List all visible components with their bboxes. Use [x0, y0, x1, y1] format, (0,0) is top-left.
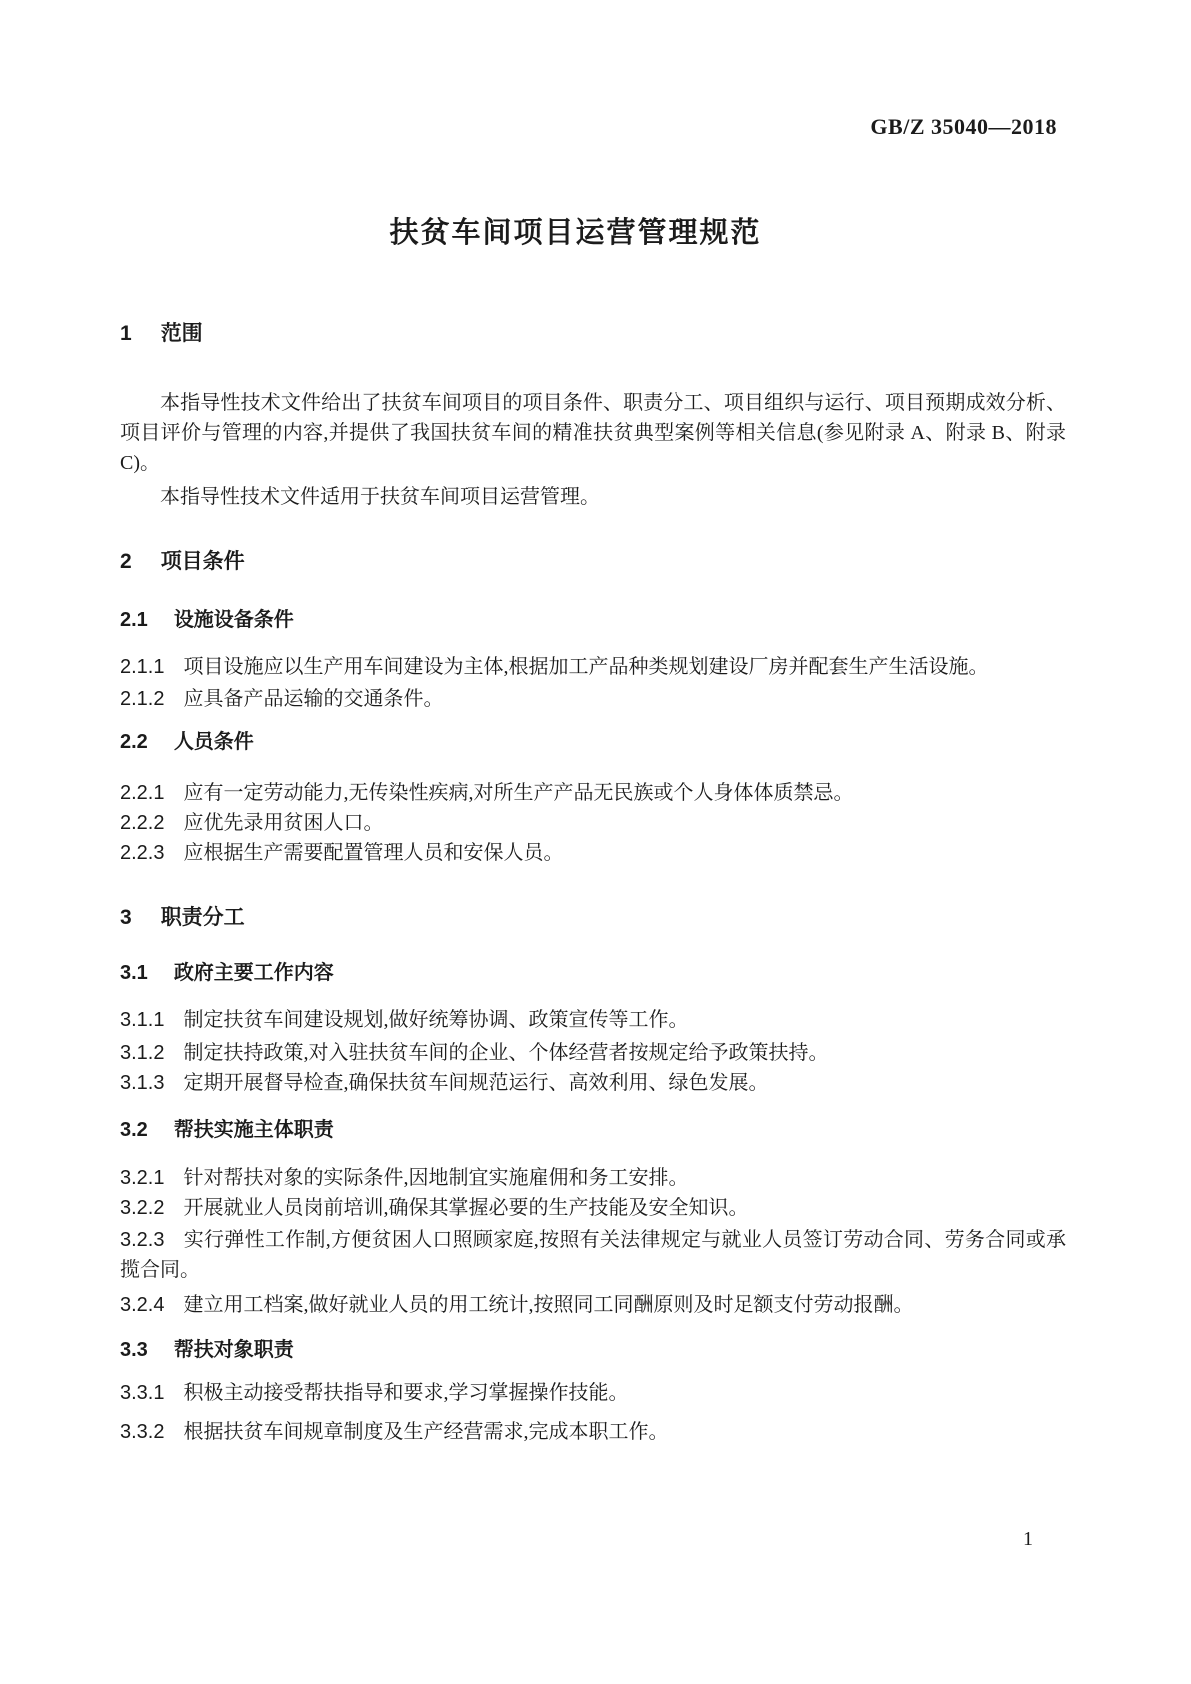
clause-item-2-2-1: [120, 778, 1066, 808]
clause-item-number: 3.2.1: [120, 1167, 165, 1189]
subclause-number: 2.1: [120, 609, 148, 631]
clause-item-number: 3.1.3: [120, 1072, 165, 1094]
clause-item-number: 2.2.3: [120, 842, 165, 864]
clause-title: 职责分工: [160, 906, 245, 929]
clause-item-3-2-2: [120, 1193, 1066, 1223]
clause-item-text: 根据扶贫车间规章制度及生产经营需求,完成本职工作。: [183, 1421, 669, 1443]
clause-item-text: 制定扶持政策,对入驻扶贫车间的企业、个体经营者按规定给予政策扶持。: [183, 1042, 829, 1064]
scope-paragraph-1: 本指导性技术文件给出了扶贫车间项目的项目条件、职责分工、项目组织与运行、项目预期成效分析、项目评价与管理的内容,并提供了我国扶贫车间的精准扶贫典型案例等相关信息(参见附录 A、附录 B、附录 C)。: [120, 392, 1066, 474]
subclause-2-2-heading: [120, 730, 1066, 754]
clause-item-number: 3.2.4: [120, 1294, 165, 1316]
subclause-2-1-heading: [120, 608, 1066, 632]
clause-item-number: 2.1.1: [120, 656, 165, 678]
clause-item-3-2-1: [120, 1163, 1066, 1193]
clause-item-number: 3.1.2: [120, 1042, 165, 1064]
standard-code: GB/Z 35040—2018: [870, 114, 1057, 139]
clause-item-number: 3.2.3: [120, 1229, 165, 1251]
clause-title: 项目条件: [160, 550, 245, 573]
page-number: 1: [1023, 1528, 1033, 1550]
clause-item-text: 应具备产品运输的交通条件。: [183, 688, 444, 710]
subclause-3-2-heading: [120, 1118, 1066, 1142]
clause-title: 范围: [160, 322, 203, 345]
subclause-title: 人员条件: [173, 731, 254, 753]
clause-item-3-2-4: [120, 1290, 1066, 1320]
clause-item-text: 实行弹性工作制,方便贫困人口照顾家庭,按照有关法律规定与就业人员签订劳动合同、劳务合同或承揽合同。: [120, 1229, 1066, 1281]
clause-item-number: 3.2.2: [120, 1197, 165, 1219]
clause-item-number: 3.3.2: [120, 1421, 165, 1443]
clause-item-2-2-2: [120, 808, 1066, 838]
subclause-number: 3.2: [120, 1119, 148, 1141]
clause-1-heading: [120, 322, 1066, 346]
clause-2-heading: [120, 550, 1066, 574]
subclause-title: 设施设备条件: [173, 609, 294, 631]
clause-number: 3: [120, 906, 132, 929]
clause-number: 2: [120, 550, 132, 573]
subclause-3-3-heading: [120, 1338, 1066, 1362]
clause-item-text: 应优先录用贫困人口。: [183, 812, 384, 834]
clause-item-text: 开展就业人员岗前培训,确保其掌握必要的生产技能及安全知识。: [183, 1197, 749, 1219]
subclause-title: 帮扶实施主体职责: [173, 1119, 334, 1141]
document-title: 扶贫车间项目运营管理规范: [389, 217, 762, 249]
clause-item-3-1-1: [120, 1005, 1066, 1035]
clause-item-3-1-3: [120, 1068, 1066, 1098]
clause-item-2-2-3: [120, 838, 1066, 868]
clause-item-text: 定期开展督导检查,确保扶贫车间规范运行、高效利用、绿色发展。: [183, 1072, 769, 1094]
clause-item-number: 2.1.2: [120, 688, 165, 710]
clause-item-3-1-2: [120, 1038, 1066, 1068]
document-body: [120, 322, 1066, 1447]
clause-item-number: 3.1.1: [120, 1009, 165, 1031]
clause-item-number: 2.2.2: [120, 812, 165, 834]
clause-item-number: 2.2.1: [120, 782, 165, 804]
clause-item-number: 3.3.1: [120, 1382, 165, 1404]
clause-item-3-3-2: [120, 1417, 1066, 1447]
clause-item-2-1-2: [120, 684, 1066, 714]
clause-item-3-2-3: [120, 1225, 1066, 1285]
clause-number: 1: [120, 322, 132, 345]
subclause-number: 2.2: [120, 731, 148, 753]
clause-item-2-1-1: [120, 652, 1066, 682]
clause-item-text: 应有一定劳动能力,无传染性疾病,对所生产产品无民族或个人身体体质禁忌。: [183, 782, 854, 804]
clause-item-text: 针对帮扶对象的实际条件,因地制宜实施雇佣和务工安排。: [183, 1167, 689, 1189]
clause-item-text: 应根据生产需要配置管理人员和安保人员。: [183, 842, 564, 864]
clause-item-text: 积极主动接受帮扶指导和要求,学习掌握操作技能。: [183, 1382, 629, 1404]
clause-3-heading: [120, 906, 1066, 930]
clause-item-text: 建立用工档案,做好就业人员的用工统计,按照同工同酬原则及时足额支付劳动报酬。: [183, 1294, 914, 1316]
subclause-number: 3.1: [120, 962, 148, 984]
subclause-3-1-heading: [120, 961, 1066, 985]
subclause-title: 帮扶对象职责: [173, 1339, 294, 1361]
subclause-number: 3.3: [120, 1339, 148, 1361]
clause-item-3-3-1: [120, 1378, 1066, 1408]
subclause-title: 政府主要工作内容: [173, 962, 334, 984]
scope-paragraph-2: 本指导性技术文件适用于扶贫车间项目运营管理。: [160, 486, 600, 508]
clause-item-text: 制定扶贫车间建设规划,做好统筹协调、政策宣传等工作。: [183, 1009, 689, 1031]
clause-item-text: 项目设施应以生产用车间建设为主体,根据加工产品种类规划建设厂房并配套生产生活设施。: [183, 656, 989, 678]
